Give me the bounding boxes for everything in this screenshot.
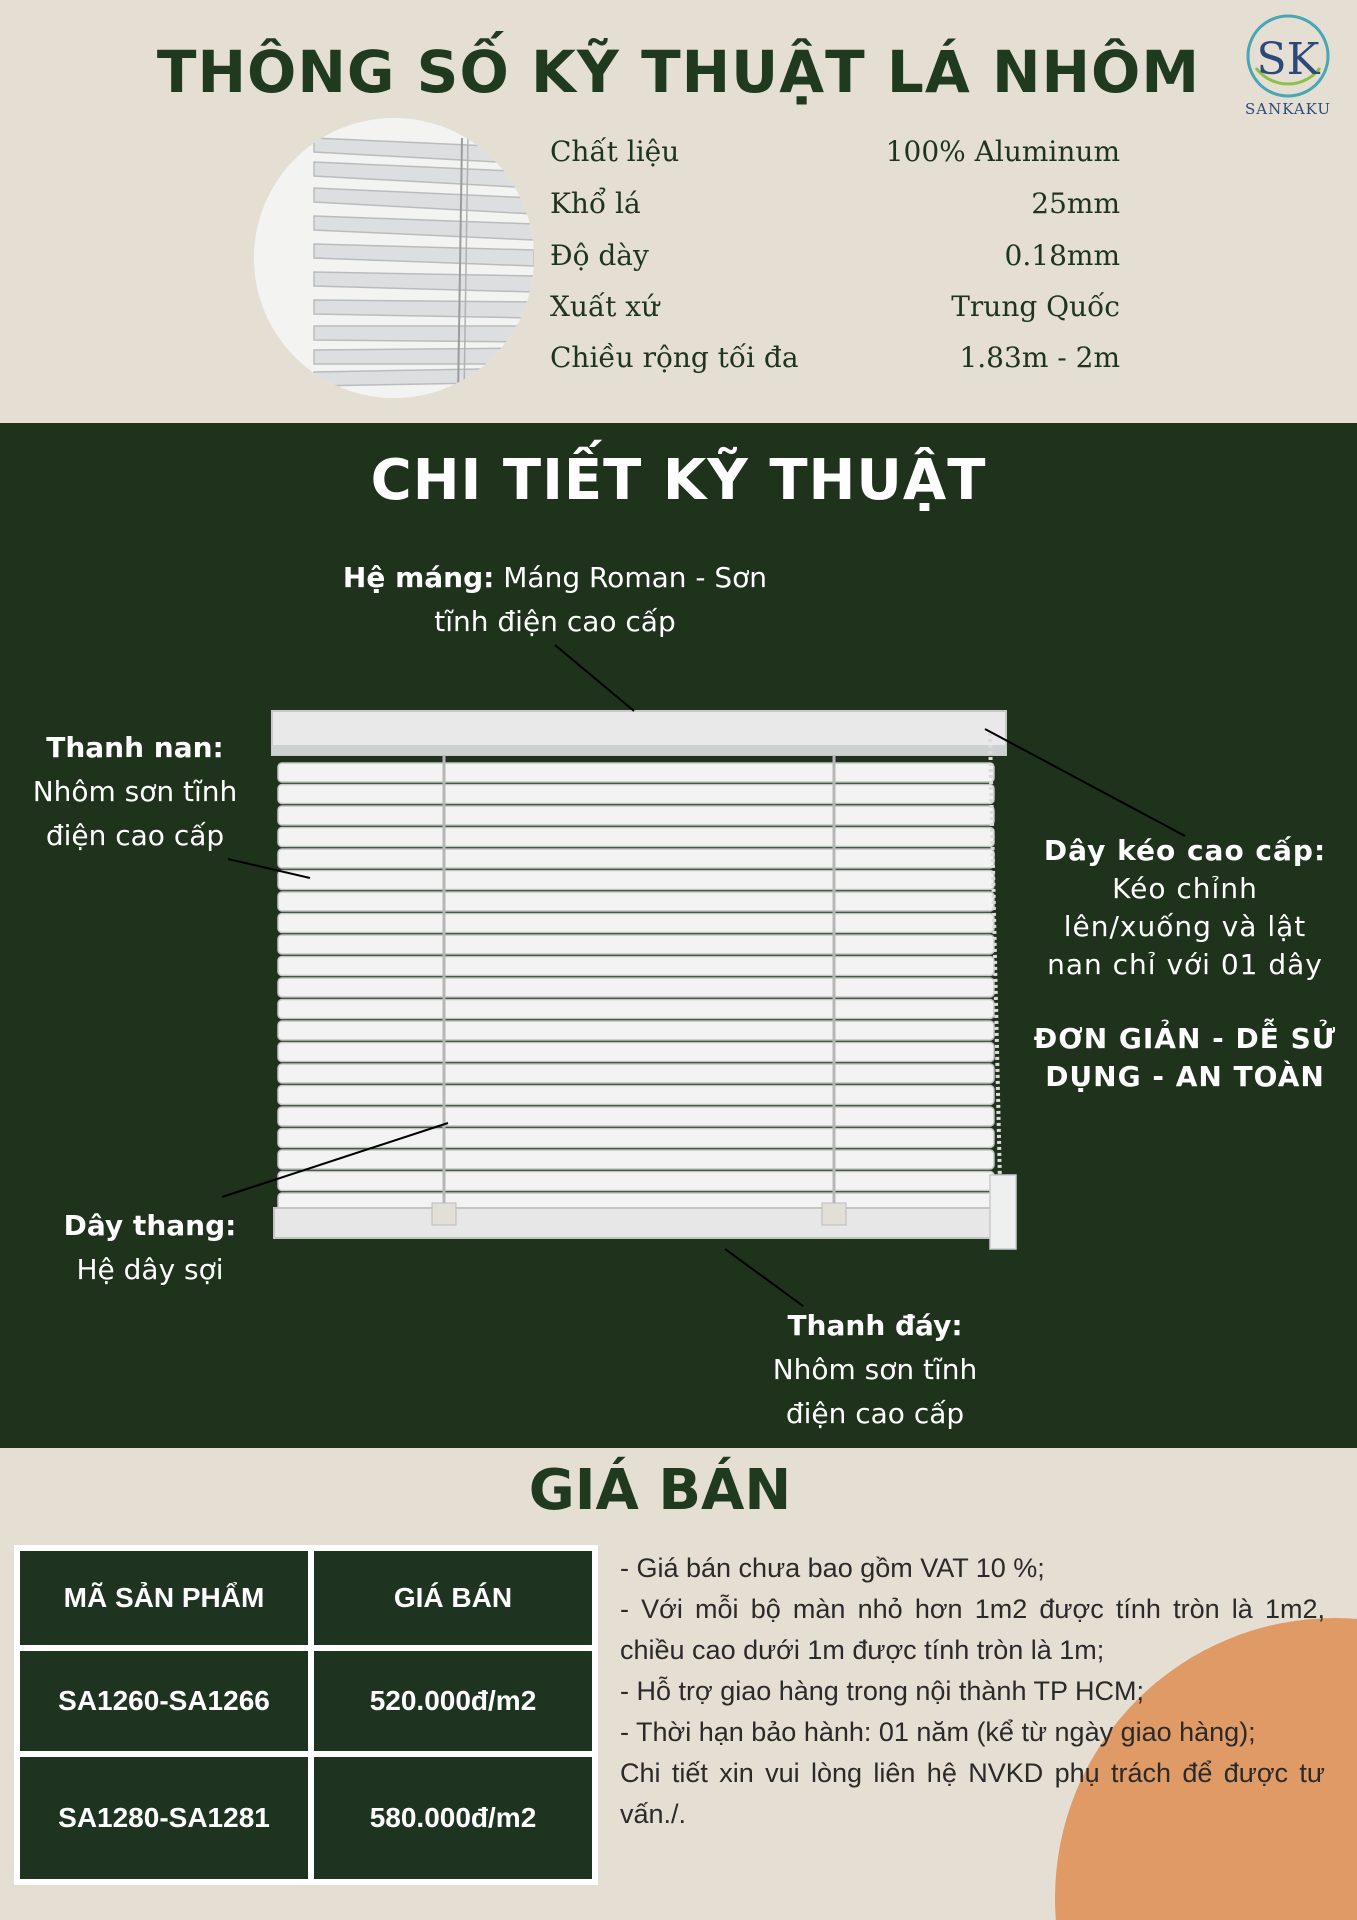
blind-slat: [278, 828, 994, 847]
he-mang-text-2: tĩnh điện cao cấp: [434, 605, 676, 638]
note-line: - Thời hạn bảo hành: 01 năm (kể từ ngày giao hàng);: [620, 1717, 1256, 1747]
spec-row-width: [550, 187, 1120, 227]
blind-slat: [278, 935, 994, 954]
spec-label: Khổ lá: [550, 187, 641, 220]
blind-slat: [278, 1086, 994, 1105]
logo-initials: SK: [1256, 34, 1320, 85]
pricing-title: GIÁ BÁN: [528, 1458, 792, 1523]
blind-slat: [278, 1000, 994, 1019]
blind-slat: [278, 1107, 994, 1126]
note-line: - Với mỗi bộ màn nhỏ hơn 1m2 được tính tròn là 1m2, chiều cao dưới 1m được tính tròn là 1m;: [620, 1594, 1325, 1665]
callout-he-mang: [330, 556, 780, 644]
note-line: Chi tiết xin vui lòng liên hệ NVKD phụ trách để được tư vấn./.: [620, 1758, 1325, 1829]
spec-value: 0.18mm: [1004, 239, 1120, 272]
thanh-nan-text-1: Nhôm sơn tĩnh: [32, 775, 238, 808]
blind-slat: [278, 1172, 994, 1191]
day-keo-slogan-1: ĐƠN GIẢN - DỄ SỬ: [1033, 1022, 1337, 1055]
thanh-day-label: Thanh đáy:: [787, 1309, 963, 1342]
day-keo-slogan-2: DỤNG - AN TOÀN: [1045, 1060, 1325, 1093]
spec-value: 25mm: [1031, 187, 1120, 220]
callout-day-keo: [1020, 832, 1350, 1096]
blind-slat: [278, 1064, 994, 1083]
price-table: [14, 1545, 598, 1885]
spec-row-max-width: [550, 341, 1120, 381]
logo-text: SANKAKU: [1245, 100, 1331, 118]
spec-row-origin: [550, 290, 1120, 330]
table-cell-price: 580.000đ/m2: [314, 1757, 592, 1879]
day-keo-text-3: nan chỉ với 01 dây: [1047, 948, 1323, 981]
details-title: CHI TIẾT KỸ THUẬT: [370, 448, 987, 513]
spec-row-material: [550, 135, 1120, 175]
he-mang-text: Máng Roman - Sơn: [503, 561, 768, 594]
day-keo-text-2: lên/xuống và lật: [1063, 910, 1307, 943]
aluminum-blind-photo: [254, 118, 534, 398]
blind-slat: [278, 1150, 994, 1169]
table-cell-code: SA1280-SA1281: [20, 1757, 308, 1879]
callout-day-thang: [50, 1204, 250, 1292]
blind-slat: [278, 785, 994, 804]
blind-slat: [278, 763, 994, 782]
callout-thanh-nan: [20, 726, 250, 858]
page-title: THÔNG SỐ KỸ THUẬT LÁ NHÔM: [156, 38, 1201, 106]
thanh-nan-label: Thanh nan:: [46, 731, 224, 764]
thanh-day-text-2: điện cao cấp: [785, 1397, 965, 1430]
blind-slat: [278, 1021, 994, 1040]
thanh-day-text-1: Nhôm sơn tĩnh: [772, 1353, 978, 1386]
blind-slat: [278, 871, 994, 890]
note-line: - Hỗ trợ giao hàng trong nội thành TP HCM;: [620, 1676, 1144, 1706]
blind-slat: [278, 978, 994, 997]
day-keo-label: Dây kéo cao cấp:: [1043, 834, 1327, 867]
blind-slat: [278, 914, 994, 933]
thanh-nan-text-2: điện cao cấp: [45, 819, 225, 852]
he-mang-label: Hệ máng:: [342, 561, 495, 594]
table-cell-price: 520.000đ/m2: [314, 1651, 592, 1751]
spec-label: Chất liệu: [550, 135, 680, 168]
table-header-price: GIÁ BÁN: [314, 1551, 592, 1645]
day-thang-text-1: Hệ dây sợi: [76, 1253, 224, 1286]
spec-row-thickness: [550, 239, 1120, 279]
blind-slat: [278, 1129, 994, 1148]
blind-slat: [278, 1043, 994, 1062]
blind-slat: [278, 957, 994, 976]
spec-label: Độ dày: [550, 239, 649, 272]
callout-thanh-day: [755, 1304, 995, 1436]
spec-value: 100% Aluminum: [885, 135, 1120, 168]
table-header-code: MÃ SẢN PHẨM: [20, 1551, 308, 1645]
table-cell-code: SA1260-SA1266: [20, 1651, 308, 1751]
day-thang-label: Dây thang:: [63, 1209, 237, 1242]
note-line: - Giá bán chưa bao gồm VAT 10 %;: [620, 1553, 1045, 1583]
spec-value: Trung Quốc: [951, 290, 1120, 323]
blind-slat: [278, 892, 994, 911]
pricing-notes: [620, 1548, 1325, 1835]
spec-value: 1.83m - 2m: [959, 341, 1120, 374]
blind-slat: [278, 806, 994, 825]
blind-slat: [278, 849, 994, 868]
spec-label: Chiều rộng tối đa: [550, 341, 799, 374]
day-keo-text-1: Kéo chỉnh: [1112, 872, 1258, 905]
spec-label: Xuất xứ: [550, 290, 660, 323]
